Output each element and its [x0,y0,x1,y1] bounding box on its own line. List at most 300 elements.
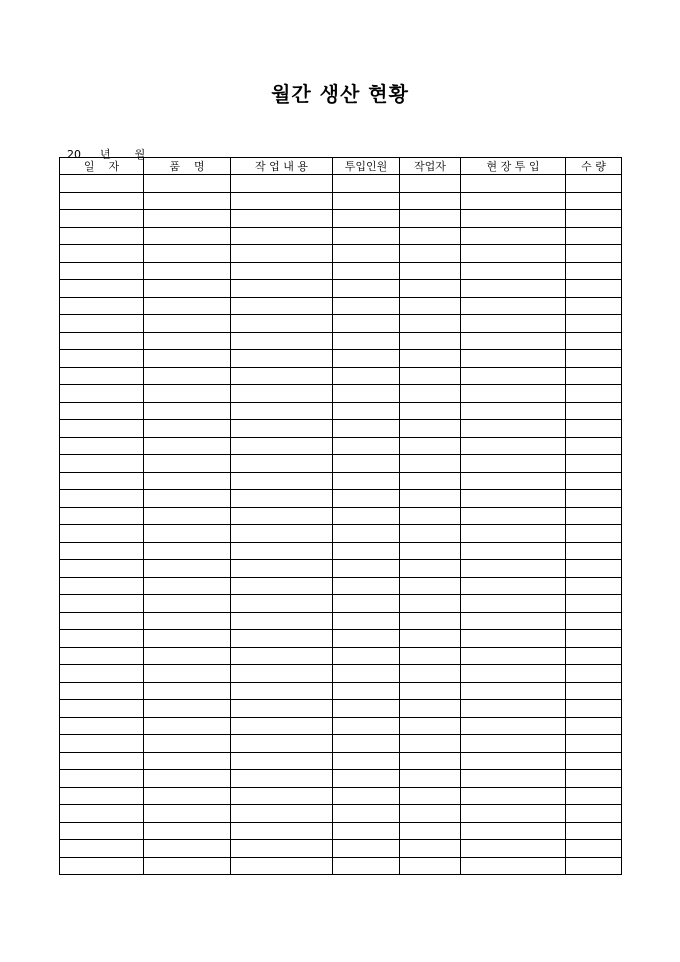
table-cell[interactable] [566,385,622,403]
table-cell[interactable] [400,822,461,840]
table-cell[interactable] [461,507,566,525]
table-cell[interactable] [231,315,333,333]
table-cell[interactable] [231,385,333,403]
table-cell[interactable] [461,227,566,245]
table-cell[interactable] [333,402,400,420]
table-cell[interactable] [60,420,144,438]
table-cell[interactable] [566,700,622,718]
table-cell[interactable] [461,297,566,315]
table-cell[interactable] [400,595,461,613]
table-cell[interactable] [400,350,461,368]
table-cell[interactable] [333,735,400,753]
table-cell[interactable] [400,647,461,665]
table-cell[interactable] [60,455,144,473]
table-cell[interactable] [144,595,231,613]
table-cell[interactable] [144,175,231,193]
table-cell[interactable] [461,367,566,385]
column-header-work-content: 작 업 내 용 [231,158,333,175]
table-row [60,262,622,280]
table-cell[interactable] [144,455,231,473]
table-cell[interactable] [60,682,144,700]
table-cell[interactable] [60,630,144,648]
table-cell[interactable] [461,245,566,263]
table-cell[interactable] [231,647,333,665]
table-cell[interactable] [333,682,400,700]
table-cell[interactable] [400,525,461,543]
table-cell[interactable] [461,595,566,613]
table-row [60,787,622,805]
table-cell[interactable] [144,787,231,805]
table-cell[interactable] [60,595,144,613]
table-cell[interactable] [144,700,231,718]
table-cell[interactable] [566,665,622,683]
table-row [60,315,622,333]
table-cell[interactable] [333,455,400,473]
column-header-personnel: 투입인원 [333,158,400,175]
table-cell[interactable] [400,700,461,718]
table-cell[interactable] [400,245,461,263]
table-cell[interactable] [333,752,400,770]
table-cell[interactable] [566,420,622,438]
table-cell[interactable] [333,350,400,368]
table-cell[interactable] [566,437,622,455]
table-cell[interactable] [461,525,566,543]
table-cell[interactable] [566,770,622,788]
month-label: 월 [134,148,146,161]
table-cell[interactable] [566,402,622,420]
table-cell[interactable] [60,315,144,333]
table-cell[interactable] [231,262,333,280]
table-cell[interactable] [231,472,333,490]
table-cell[interactable] [566,350,622,368]
table-cell[interactable] [333,472,400,490]
table-cell[interactable] [566,455,622,473]
table-cell[interactable] [566,210,622,228]
table-cell[interactable] [461,665,566,683]
table-cell[interactable] [231,595,333,613]
table-cell[interactable] [400,385,461,403]
table-cell[interactable] [60,227,144,245]
table-cell[interactable] [333,315,400,333]
table-cell[interactable] [333,437,400,455]
table-cell[interactable] [144,490,231,508]
table-cell[interactable] [461,350,566,368]
table-cell[interactable] [60,280,144,298]
table-cell[interactable] [144,507,231,525]
table-cell[interactable] [144,245,231,263]
table-cell[interactable] [400,455,461,473]
table-cell[interactable] [60,787,144,805]
table-cell[interactable] [461,385,566,403]
table-cell[interactable] [231,682,333,700]
table-cell[interactable] [231,770,333,788]
table-cell[interactable] [231,700,333,718]
table-cell[interactable] [461,577,566,595]
table-cell[interactable] [461,542,566,560]
table-cell[interactable] [60,805,144,823]
table-cell[interactable] [231,542,333,560]
table-cell[interactable] [461,735,566,753]
table-cell[interactable] [60,542,144,560]
table-cell[interactable] [566,787,622,805]
table-cell[interactable] [461,332,566,350]
table-cell[interactable] [231,245,333,263]
table-cell[interactable] [566,857,622,875]
table-cell[interactable] [333,612,400,630]
table-cell[interactable] [333,857,400,875]
table-cell[interactable] [60,612,144,630]
table-cell[interactable] [60,437,144,455]
table-cell[interactable] [231,822,333,840]
table-row [60,822,622,840]
table-cell[interactable] [566,245,622,263]
table-row [60,297,622,315]
table-cell[interactable] [400,857,461,875]
table-cell[interactable] [400,420,461,438]
table-cell[interactable] [461,840,566,858]
table-cell[interactable] [566,682,622,700]
table-cell[interactable] [461,402,566,420]
table-cell[interactable] [60,700,144,718]
table-cell[interactable] [461,175,566,193]
table-cell[interactable] [231,717,333,735]
table-cell[interactable] [333,647,400,665]
table-cell[interactable] [231,630,333,648]
table-cell[interactable] [333,822,400,840]
table-cell[interactable] [461,490,566,508]
table-cell[interactable] [231,402,333,420]
table-cell[interactable] [60,175,144,193]
table-cell[interactable] [144,752,231,770]
table-cell[interactable] [566,560,622,578]
table-cell[interactable] [333,420,400,438]
table-cell[interactable] [60,507,144,525]
table-cell[interactable] [60,192,144,210]
table-cell[interactable] [144,612,231,630]
table-cell[interactable] [60,717,144,735]
table-cell[interactable] [566,752,622,770]
table-cell[interactable] [461,612,566,630]
table-cell[interactable] [461,560,566,578]
table-cell[interactable] [400,840,461,858]
table-cell[interactable] [144,822,231,840]
table-cell[interactable] [231,560,333,578]
table-cell[interactable] [400,560,461,578]
table-cell[interactable] [566,542,622,560]
table-row [60,507,622,525]
table-cell[interactable] [461,717,566,735]
table-cell[interactable] [231,787,333,805]
table-cell[interactable] [231,455,333,473]
table-cell[interactable] [231,280,333,298]
table-cell[interactable] [144,437,231,455]
table-cell[interactable] [400,542,461,560]
table-cell[interactable] [333,210,400,228]
table-row [60,280,622,298]
table-cell[interactable] [566,367,622,385]
table-cell[interactable] [566,822,622,840]
table-cell[interactable] [333,490,400,508]
table-cell[interactable] [566,735,622,753]
table-cell[interactable] [461,822,566,840]
table-cell[interactable] [400,175,461,193]
table-cell[interactable] [400,262,461,280]
table-cell[interactable] [333,297,400,315]
table-cell[interactable] [566,507,622,525]
table-cell[interactable] [60,735,144,753]
table-cell[interactable] [461,770,566,788]
table-cell[interactable] [144,682,231,700]
table-cell[interactable] [333,192,400,210]
table-cell[interactable] [400,752,461,770]
table-cell[interactable] [566,490,622,508]
table-cell[interactable] [144,840,231,858]
table-cell[interactable] [60,297,144,315]
table-cell[interactable] [333,227,400,245]
table-cell[interactable] [400,472,461,490]
table-cell[interactable] [60,647,144,665]
table-cell[interactable] [333,560,400,578]
table-cell[interactable] [231,210,333,228]
table-cell[interactable] [231,735,333,753]
table-cell[interactable] [60,560,144,578]
table-cell[interactable] [231,665,333,683]
table-cell[interactable] [60,210,144,228]
table-cell[interactable] [144,770,231,788]
table-cell[interactable] [144,735,231,753]
table-cell[interactable] [400,507,461,525]
table-cell[interactable] [461,315,566,333]
table-cell[interactable] [461,647,566,665]
table-cell[interactable] [400,770,461,788]
table-row [60,420,622,438]
table-cell[interactable] [566,595,622,613]
table-cell[interactable] [231,507,333,525]
column-header-quantity: 수 량 [566,158,622,175]
table-cell[interactable] [400,717,461,735]
table-cell[interactable] [231,350,333,368]
table-cell[interactable] [231,420,333,438]
table-cell[interactable] [461,262,566,280]
table-cell[interactable] [461,630,566,648]
table-cell[interactable] [231,840,333,858]
table-cell[interactable] [400,227,461,245]
table-cell[interactable] [566,525,622,543]
table-cell[interactable] [231,805,333,823]
table-cell[interactable] [144,227,231,245]
table-row [60,752,622,770]
table-cell[interactable] [400,612,461,630]
table-cell[interactable] [144,297,231,315]
table-cell[interactable] [566,175,622,193]
table-cell[interactable] [333,805,400,823]
table-cell[interactable] [333,525,400,543]
table-cell[interactable] [144,332,231,350]
table-cell[interactable] [461,805,566,823]
table-cell[interactable] [400,735,461,753]
table-cell[interactable] [461,857,566,875]
table-cell[interactable] [461,437,566,455]
table-cell[interactable] [333,280,400,298]
table-cell[interactable] [333,367,400,385]
table-cell[interactable] [144,262,231,280]
table-cell[interactable] [231,577,333,595]
table-row [60,857,622,875]
table-cell[interactable] [60,840,144,858]
table-cell[interactable] [566,840,622,858]
table-row [60,665,622,683]
table-cell[interactable] [333,542,400,560]
table-cell[interactable] [231,612,333,630]
table-cell[interactable] [144,350,231,368]
table-cell[interactable] [60,577,144,595]
table-cell[interactable] [400,577,461,595]
document-title: 월간 생산 현황 [271,82,409,106]
table-cell[interactable] [461,455,566,473]
table-cell[interactable] [566,315,622,333]
table-cell[interactable] [333,175,400,193]
table-cell[interactable] [144,420,231,438]
table-cell[interactable] [461,752,566,770]
table-cell[interactable] [333,787,400,805]
table-cell[interactable] [566,192,622,210]
table-cell[interactable] [231,490,333,508]
table-cell[interactable] [60,490,144,508]
table-cell[interactable] [400,805,461,823]
table-cell[interactable] [400,297,461,315]
table-cell[interactable] [333,770,400,788]
table-cell[interactable] [400,210,461,228]
table-cell[interactable] [400,280,461,298]
table-cell[interactable] [231,175,333,193]
table-cell[interactable] [400,332,461,350]
table-cell[interactable] [144,560,231,578]
table-cell[interactable] [461,192,566,210]
table-row [60,350,622,368]
table-cell[interactable] [60,367,144,385]
table-cell[interactable] [60,525,144,543]
table-cell[interactable] [566,280,622,298]
table-cell[interactable] [144,385,231,403]
table-cell[interactable] [60,262,144,280]
table-cell[interactable] [400,682,461,700]
table-cell[interactable] [333,717,400,735]
table-cell[interactable] [333,840,400,858]
table-cell[interactable] [333,262,400,280]
table-cell[interactable] [400,315,461,333]
table-cell[interactable] [144,577,231,595]
table-cell[interactable] [231,332,333,350]
table-cell[interactable] [461,210,566,228]
table-cell[interactable] [461,787,566,805]
table-cell[interactable] [400,630,461,648]
table-cell[interactable] [461,280,566,298]
table-cell[interactable] [60,472,144,490]
table-cell[interactable] [333,700,400,718]
table-cell[interactable] [400,490,461,508]
table-cell[interactable] [566,805,622,823]
table-row [60,735,622,753]
table-cell[interactable] [231,297,333,315]
table-cell[interactable] [400,437,461,455]
table-cell[interactable] [144,717,231,735]
table-cell[interactable] [144,192,231,210]
table-cell[interactable] [60,332,144,350]
table-cell[interactable] [461,472,566,490]
table-cell[interactable] [400,787,461,805]
table-cell[interactable] [333,332,400,350]
table-cell[interactable] [144,647,231,665]
table-cell[interactable] [144,472,231,490]
table-cell[interactable] [60,752,144,770]
table-cell[interactable] [566,647,622,665]
table-cell[interactable] [231,857,333,875]
table-cell[interactable] [231,525,333,543]
table-cell[interactable] [231,192,333,210]
table-cell[interactable] [566,630,622,648]
table-cell[interactable] [144,315,231,333]
table-cell[interactable] [144,630,231,648]
table-cell[interactable] [60,350,144,368]
table-cell[interactable] [60,822,144,840]
table-cell[interactable] [566,612,622,630]
table-cell[interactable] [461,700,566,718]
table-cell[interactable] [400,367,461,385]
table-cell[interactable] [231,367,333,385]
table-cell[interactable] [400,665,461,683]
table-cell[interactable] [566,227,622,245]
table-cell[interactable] [60,385,144,403]
table-cell[interactable] [144,857,231,875]
table-cell[interactable] [231,437,333,455]
table-row [60,437,622,455]
table-cell[interactable] [144,367,231,385]
table-row [60,192,622,210]
table-cell[interactable] [333,245,400,263]
table-cell[interactable] [461,682,566,700]
table-cell[interactable] [144,525,231,543]
table-cell[interactable] [60,665,144,683]
table-cell[interactable] [60,402,144,420]
table-cell[interactable] [60,245,144,263]
table-cell[interactable] [333,385,400,403]
table-cell[interactable] [231,227,333,245]
table-cell[interactable] [144,210,231,228]
table-cell[interactable] [144,280,231,298]
table-cell[interactable] [333,595,400,613]
table-cell[interactable] [333,507,400,525]
table-cell[interactable] [566,717,622,735]
table-cell[interactable] [231,752,333,770]
table-cell[interactable] [333,665,400,683]
table-cell[interactable] [333,577,400,595]
table-cell[interactable] [144,542,231,560]
table-cell[interactable] [60,857,144,875]
table-cell[interactable] [461,420,566,438]
table-cell[interactable] [400,402,461,420]
table-cell[interactable] [400,192,461,210]
table-cell[interactable] [60,770,144,788]
table-cell[interactable] [144,665,231,683]
table-cell[interactable] [566,262,622,280]
table-cell[interactable] [144,402,231,420]
table-cell[interactable] [566,577,622,595]
table-cell[interactable] [333,630,400,648]
table-cell[interactable] [566,472,622,490]
table-cell[interactable] [144,805,231,823]
table-cell[interactable] [566,297,622,315]
table-cell[interactable] [566,332,622,350]
